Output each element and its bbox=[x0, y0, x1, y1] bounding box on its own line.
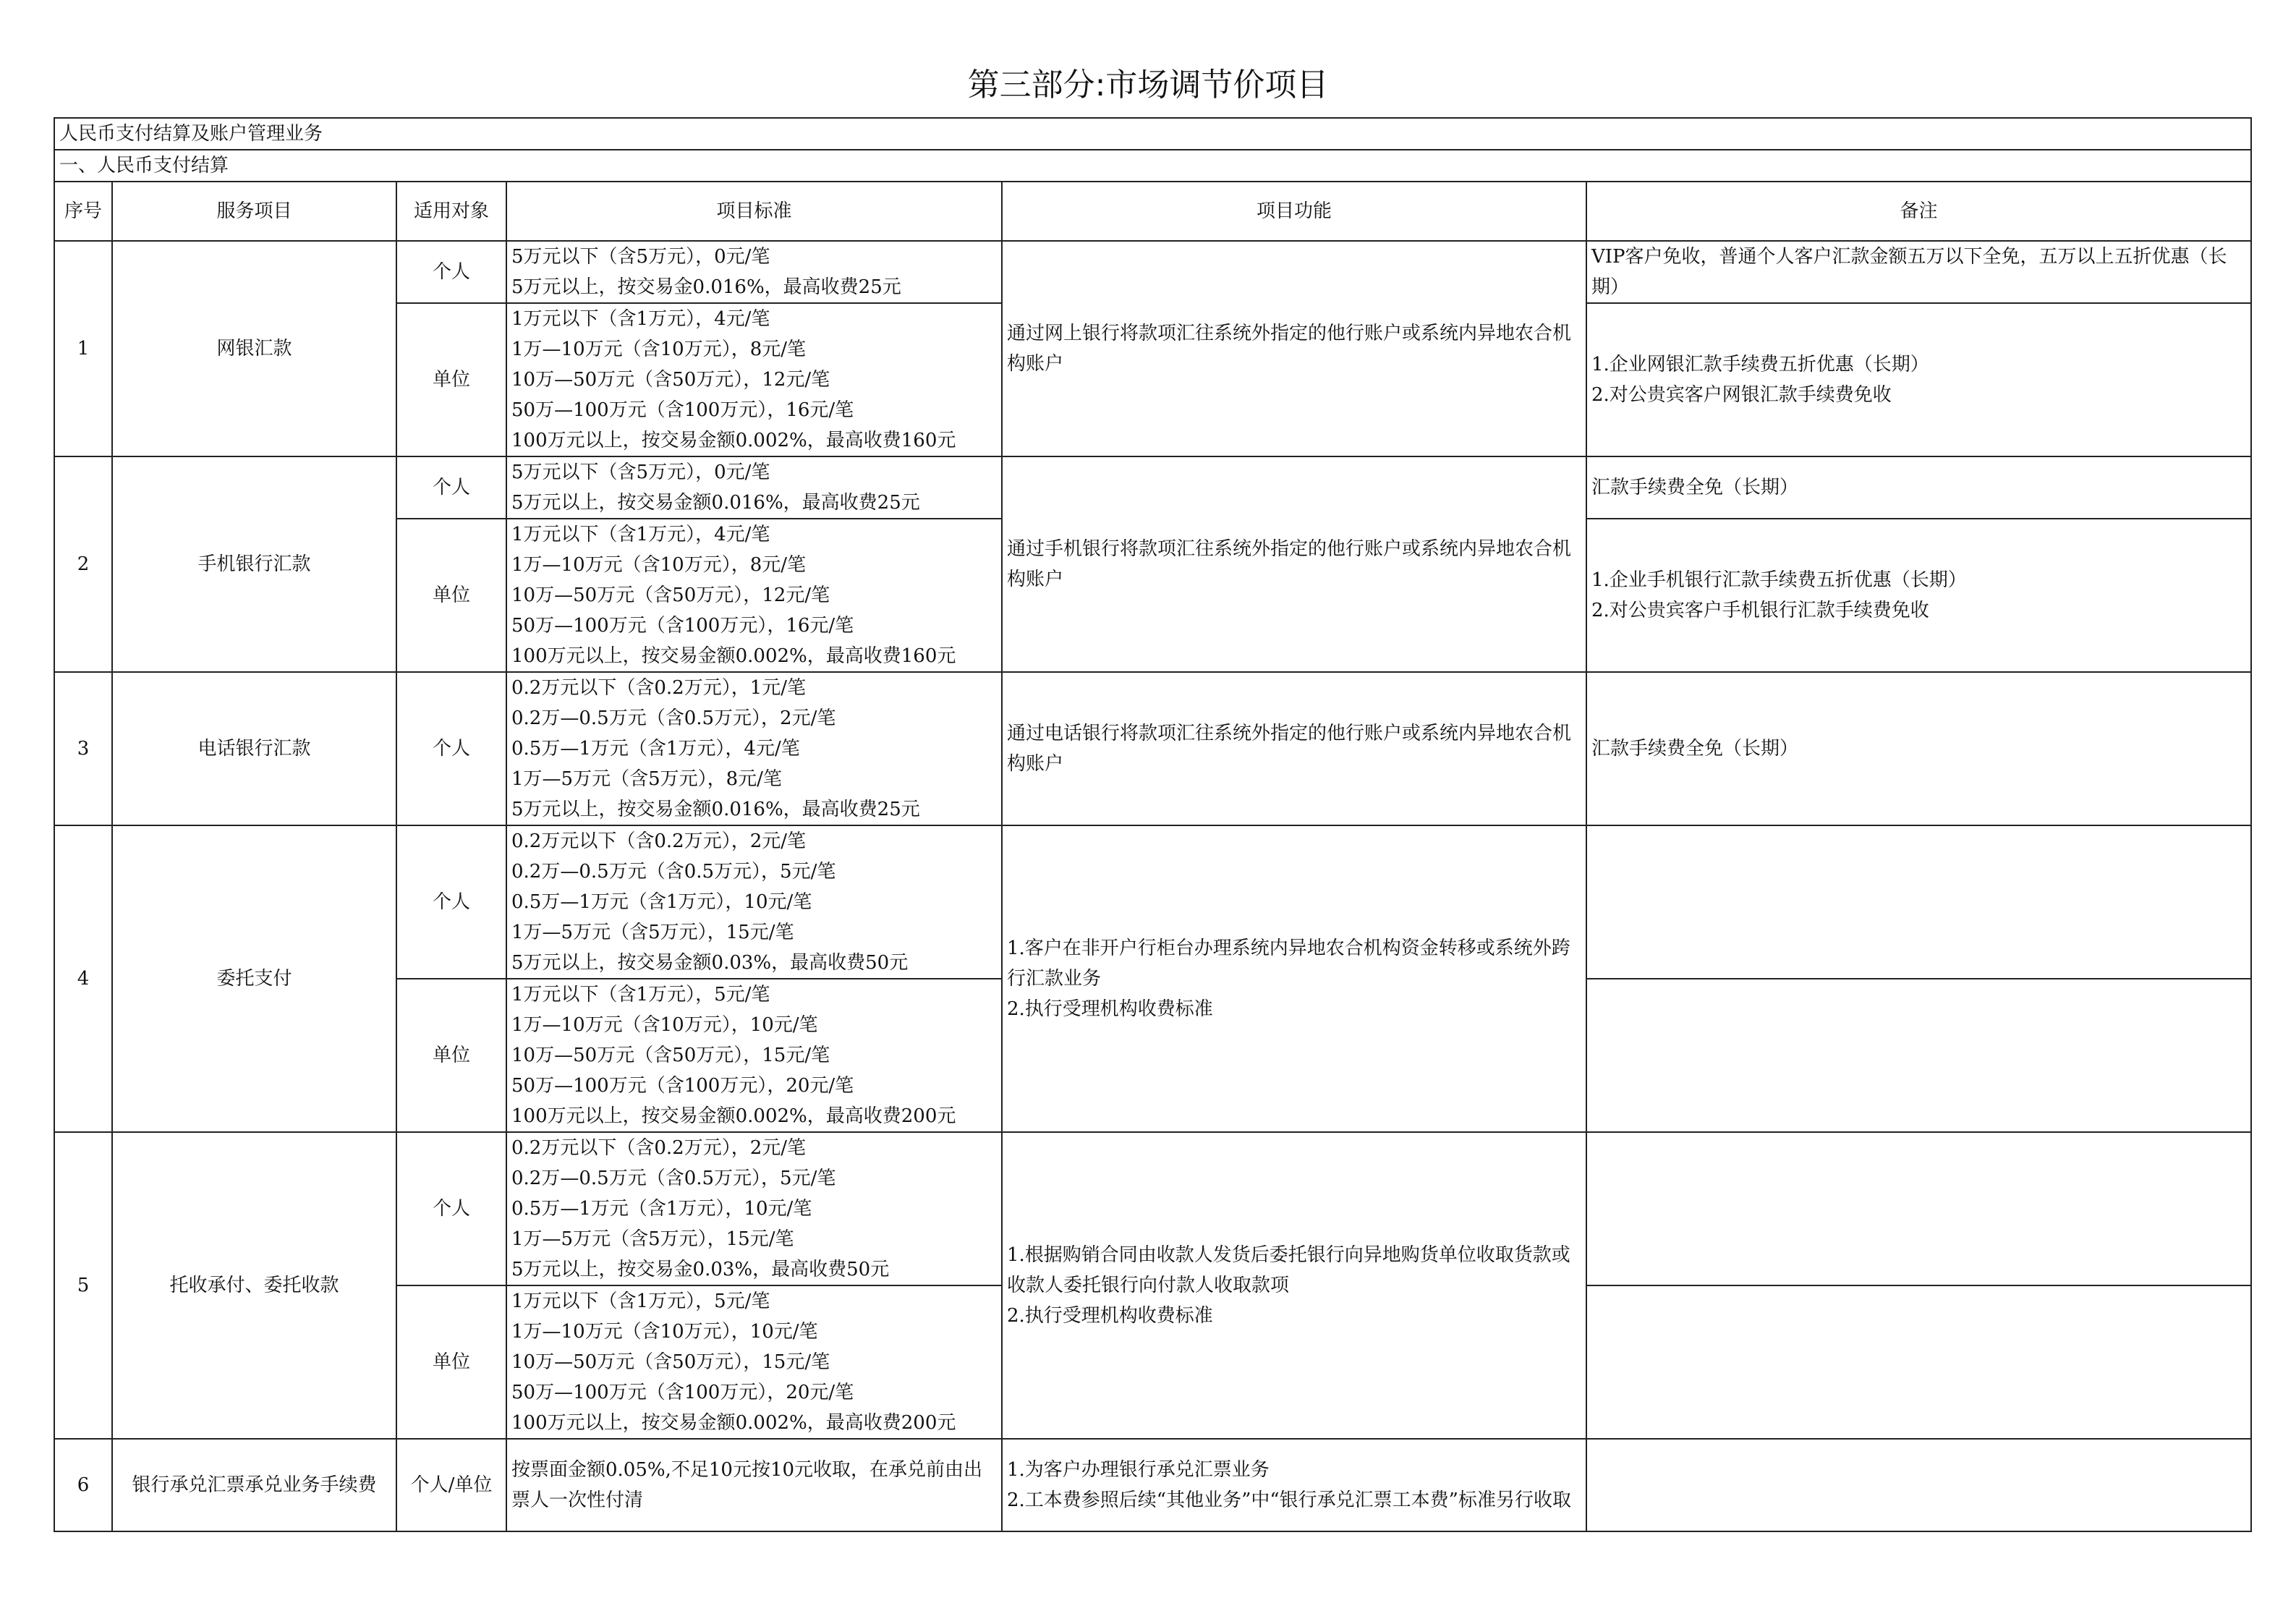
target-cell: 个人 bbox=[396, 1132, 506, 1285]
note-cell: VIP客户免收，普通个人客户汇款金额五万以下全免，五万以上五折优惠（长期） bbox=[1586, 241, 2251, 303]
note-cell bbox=[1586, 1439, 2251, 1531]
section-title: 人民币支付结算及账户管理业务 bbox=[54, 118, 2251, 150]
target-cell: 个人/单位 bbox=[396, 1439, 506, 1531]
header-cell-standard: 项目标准 bbox=[506, 182, 1002, 241]
standard-cell: 按票面金额0.05%,不足10元按10元收取，在承兑前由出票人一次性付清 bbox=[506, 1439, 1002, 1531]
function-cell: 1.根据购销合同由收款人发货后委托银行向异地购货单位收取货款或收款人委托银行向付款人收取款项 2.执行受理机构收费标准 bbox=[1002, 1132, 1586, 1439]
standard-cell: 1万元以下（含1万元），5元/笔 1万—10万元（含10万元），10元/笔 10万—50万元（含50万元），15元/笔 50万—100万元（含100万元），20元/笔 100万元以上，按交易金额0.002%，最高收费200元 bbox=[506, 979, 1002, 1132]
service-name: 托收承付、委托收款 bbox=[112, 1132, 396, 1439]
note-cell bbox=[1586, 1132, 2251, 1285]
row-number: 4 bbox=[54, 825, 112, 1132]
target-cell: 个人 bbox=[396, 672, 506, 825]
target-cell: 个人 bbox=[396, 241, 506, 303]
target-cell: 单位 bbox=[396, 1285, 506, 1439]
header-cell-note: 备注 bbox=[1586, 182, 2251, 241]
table-row bbox=[54, 1439, 2251, 1531]
note-cell: 汇款手续费全免（长期） bbox=[1586, 672, 2251, 825]
table-row bbox=[54, 241, 2251, 303]
row-number: 2 bbox=[54, 456, 112, 672]
fee-table bbox=[54, 117, 2252, 1532]
page-title: 第三部分:市场调节价项目 bbox=[967, 67, 1329, 103]
standard-cell: 0.2万元以下（含0.2万元），2元/笔 0.2万—0.5万元（含0.5万元），5元/笔 0.5万—1万元（含1万元），10元/笔 1万—5万元（含5万元），15元/笔 5万元以上，按交易金0.03%，最高收费50元 bbox=[506, 1132, 1002, 1285]
standard-cell: 1万元以下（含1万元），4元/笔 1万—10万元（含10万元），8元/笔 10万—50万元（含50万元），12元/笔 50万—100万元（含100万元），16元/笔 100万元以上，按交易金额0.002%，最高收费160元 bbox=[506, 519, 1002, 672]
note-cell bbox=[1586, 1285, 2251, 1439]
target-cell: 个人 bbox=[396, 456, 506, 519]
subsection-row bbox=[54, 150, 2251, 182]
service-name: 银行承兑汇票承兑业务手续费 bbox=[112, 1439, 396, 1531]
function-cell: 1.客户在非开户行柜台办理系统内异地农合机构资金转移或系统外跨行汇款业务 2.执行受理机构收费标准 bbox=[1002, 825, 1586, 1132]
standard-cell: 5万元以下（含5万元），0元/笔 5万元以上，按交易金额0.016%，最高收费25元 bbox=[506, 456, 1002, 519]
header-cell-no: 序号 bbox=[54, 182, 112, 241]
service-name: 网银汇款 bbox=[112, 241, 396, 456]
section-row bbox=[54, 118, 2251, 150]
service-name: 电话银行汇款 bbox=[112, 672, 396, 825]
header-cell-target: 适用对象 bbox=[396, 182, 506, 241]
target-cell: 个人 bbox=[396, 825, 506, 979]
target-cell: 单位 bbox=[396, 519, 506, 672]
service-name: 手机银行汇款 bbox=[112, 456, 396, 672]
row-number: 6 bbox=[54, 1439, 112, 1531]
header-cell-function: 项目功能 bbox=[1002, 182, 1586, 241]
row-number: 5 bbox=[54, 1132, 112, 1439]
function-cell: 通过手机银行将款项汇往系统外指定的他行账户或系统内异地农合机构账户 bbox=[1002, 456, 1586, 672]
subsection-title: 一、人民币支付结算 bbox=[54, 150, 2251, 182]
standard-cell: 0.2万元以下（含0.2万元），1元/笔 0.2万—0.5万元（含0.5万元），2元/笔 0.5万—1万元（含1万元），4元/笔 1万—5万元（含5万元），8元/笔 5万元以上，按交易金额0.016%，最高收费25元 bbox=[506, 672, 1002, 825]
note-cell: 汇款手续费全免（长期） bbox=[1586, 456, 2251, 519]
target-cell: 单位 bbox=[396, 303, 506, 456]
table-row bbox=[54, 456, 2251, 519]
target-cell: 单位 bbox=[396, 979, 506, 1132]
standard-cell: 5万元以下（含5万元），0元/笔 5万元以上，按交易金0.016%，最高收费25元 bbox=[506, 241, 1002, 303]
table-row bbox=[54, 1132, 2251, 1285]
table-row bbox=[54, 672, 2251, 825]
header-row bbox=[54, 182, 2251, 241]
standard-cell: 0.2万元以下（含0.2万元），2元/笔 0.2万—0.5万元（含0.5万元），5元/笔 0.5万—1万元（含1万元），10元/笔 1万—5万元（含5万元），15元/笔 5万元以上，按交易金额0.03%，最高收费50元 bbox=[506, 825, 1002, 979]
note-cell: 1.企业网银汇款手续费五折优惠（长期） 2.对公贵宾客户网银汇款手续费免收 bbox=[1586, 303, 2251, 456]
note-cell: 1.企业手机银行汇款手续费五折优惠（长期） 2.对公贵宾客户手机银行汇款手续费免收 bbox=[1586, 519, 2251, 672]
row-number: 1 bbox=[54, 241, 112, 456]
function-cell: 通过网上银行将款项汇往系统外指定的他行账户或系统内异地农合机构账户 bbox=[1002, 241, 1586, 456]
function-cell: 1.为客户办理银行承兑汇票业务 2.工本费参照后续“其他业务”中“银行承兑汇票工本费”标准另行收取 bbox=[1002, 1439, 1586, 1531]
service-name: 委托支付 bbox=[112, 825, 396, 1132]
row-number: 3 bbox=[54, 672, 112, 825]
note-cell bbox=[1586, 825, 2251, 979]
note-cell bbox=[1586, 979, 2251, 1132]
table-row bbox=[54, 825, 2251, 979]
standard-cell: 1万元以下（含1万元），4元/笔 1万—10万元（含10万元），8元/笔 10万—50万元（含50万元），12元/笔 50万—100万元（含100万元），16元/笔 100万元以上，按交易金额0.002%，最高收费160元 bbox=[506, 303, 1002, 456]
header-cell-service: 服务项目 bbox=[112, 182, 396, 241]
standard-cell: 1万元以下（含1万元），5元/笔 1万—10万元（含10万元），10元/笔 10万—50万元（含50万元），15元/笔 50万—100万元（含100万元），20元/笔 100万元以上，按交易金额0.002%，最高收费200元 bbox=[506, 1285, 1002, 1439]
function-cell: 通过电话银行将款项汇往系统外指定的他行账户或系统内异地农合机构账户 bbox=[1002, 672, 1586, 825]
